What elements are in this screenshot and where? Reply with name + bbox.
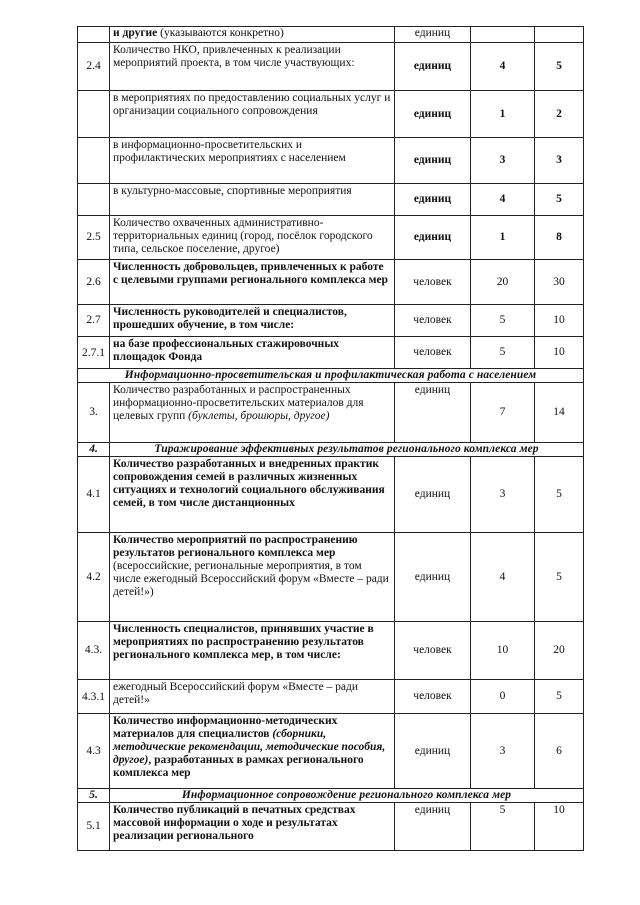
table-row	[78, 714, 584, 789]
table-row	[78, 622, 584, 680]
row-unit: человек	[395, 680, 471, 714]
row-unit: единиц	[395, 714, 471, 789]
row-value-1: 4	[471, 43, 535, 91]
row-value-1: 5	[471, 337, 535, 369]
description-bold: Количество мероприятий по распространению результатов регионального комплекса мер	[113, 534, 358, 559]
row-value-2	[535, 27, 584, 43]
row-value-1: 5	[471, 305, 535, 337]
row-value-2: 5	[535, 184, 584, 216]
row-unit: человек	[395, 622, 471, 680]
row-description: в культурно-массовые, спортивные мероприятия	[110, 184, 395, 216]
table-row	[78, 803, 584, 851]
row-value-2: 20	[535, 622, 584, 680]
section-number: 4.	[78, 443, 110, 457]
row-value-2: 3	[535, 138, 584, 184]
table-row	[78, 43, 584, 91]
description-bold: Количество информационно-методических материалов для специалистов	[113, 715, 338, 740]
table-row	[78, 27, 584, 43]
table-row	[78, 260, 584, 305]
row-number: 5.1	[78, 803, 110, 851]
row-value-1: 3	[471, 714, 535, 789]
row-unit: единиц	[395, 216, 471, 260]
description-text: (указываются конкретно)	[157, 27, 284, 39]
row-description: Численность добровольцев, привлеченных к работе с целевыми группами регионального комплекса мер	[110, 260, 395, 305]
row-number: 2.7.1	[78, 337, 110, 369]
row-unit: единиц	[395, 91, 471, 138]
row-unit: единиц	[395, 383, 471, 443]
row-number	[78, 91, 110, 138]
table-row	[78, 383, 584, 443]
row-description: на базе профессиональных стажировочных площадок Фонда	[110, 337, 395, 369]
row-description	[110, 533, 395, 622]
row-description: в мероприятиях по предоставлению социальных услуг и организации социального сопровождения	[110, 91, 395, 138]
row-value-1: 20	[471, 260, 535, 305]
table-row	[78, 457, 584, 533]
section-title: Тиражирование эффективных результатов регионального комплекса мер	[110, 443, 584, 457]
row-description	[110, 714, 395, 789]
row-number: 2.5	[78, 216, 110, 260]
row-description: Количество публикаций в печатных средствах массовой информации о ходе и результатах реализации регионального	[110, 803, 395, 851]
section-title: Информационно-просветительская и профилактическая работа с населением	[78, 369, 584, 383]
row-unit: единиц	[395, 138, 471, 184]
row-unit: единиц	[395, 27, 471, 43]
table-row	[78, 533, 584, 622]
row-number: 4.1	[78, 457, 110, 533]
row-value-2: 10	[535, 305, 584, 337]
row-value-2: 5	[535, 457, 584, 533]
section-title: Информационное сопровождение регионального комплекса мер	[110, 789, 584, 803]
row-value-1: 7	[471, 383, 535, 443]
row-value-1: 4	[471, 533, 535, 622]
row-unit: человек	[395, 305, 471, 337]
row-value-2: 10	[535, 337, 584, 369]
row-number	[78, 184, 110, 216]
row-value-1: 10	[471, 622, 535, 680]
row-number: 2.6	[78, 260, 110, 305]
row-unit: человек	[395, 260, 471, 305]
row-description	[110, 27, 395, 43]
section-number: 5.	[78, 789, 110, 803]
row-number	[78, 138, 110, 184]
section-header-row	[78, 443, 584, 457]
table-row	[78, 305, 584, 337]
row-value-1: 3	[471, 457, 535, 533]
row-description: Количество НКО, привлеченных к реализации мероприятий проекта, в том числе участвующих:	[110, 43, 395, 91]
row-value-2: 5	[535, 533, 584, 622]
row-number: 2.4	[78, 43, 110, 91]
row-description	[110, 383, 395, 443]
table-row	[78, 138, 584, 184]
row-value-1: 1	[471, 91, 535, 138]
row-value-2: 10	[535, 803, 584, 851]
row-value-2: 14	[535, 383, 584, 443]
section-header-row	[78, 789, 584, 803]
row-value-1	[471, 27, 535, 43]
row-number: 4.2	[78, 533, 110, 622]
row-value-1: 1	[471, 216, 535, 260]
row-unit: единиц	[395, 43, 471, 91]
description-text: (всероссийские, региональные мероприятия, в том числе ежегодный Всероссийский форум «Вместе – ради детей!»)	[113, 560, 389, 598]
row-description: Количество разработанных и внедренных практик сопровождения семей в различных жизненных ситуациях и технологий социального обслуживания семей, в том числе дистанционных	[110, 457, 395, 533]
row-number	[78, 27, 110, 43]
section-header-row	[78, 369, 584, 383]
row-number: 2.7	[78, 305, 110, 337]
row-value-2: 8	[535, 216, 584, 260]
row-number: 4.3.	[78, 622, 110, 680]
table-row	[78, 680, 584, 714]
row-value-1: 0	[471, 680, 535, 714]
indicators-table	[77, 26, 584, 851]
table-row	[78, 216, 584, 260]
row-description: Численность руководителей и специалистов, прошедших обучение, в том числе:	[110, 305, 395, 337]
description-italic: (буклеты, брошюры, другое)	[188, 410, 330, 422]
description-bold: и другие	[113, 27, 158, 39]
row-description: в информационно-просветительских и профилактических мероприятиях с населением	[110, 138, 395, 184]
row-number: 3.	[78, 383, 110, 443]
description-bold-italic: (сборники, методические рекомендации, методические пособия, другое)	[113, 728, 386, 766]
table-row	[78, 337, 584, 369]
row-value-1: 4	[471, 184, 535, 216]
row-value-2: 5	[535, 680, 584, 714]
description-text: Количество разработанных и распространенных информационно-просветительских материалов для целевых групп	[113, 384, 364, 422]
row-value-2: 5	[535, 43, 584, 91]
row-unit: человек	[395, 337, 471, 369]
row-unit: единиц	[395, 457, 471, 533]
row-number: 4.3	[78, 714, 110, 789]
row-value-2: 6	[535, 714, 584, 789]
table-row	[78, 184, 584, 216]
row-value-2: 2	[535, 91, 584, 138]
row-description: ежегодный Всероссийский форум «Вместе – ради детей!»	[110, 680, 395, 714]
row-unit: единиц	[395, 533, 471, 622]
row-unit: единиц	[395, 803, 471, 851]
table-row	[78, 91, 584, 138]
row-value-1: 3	[471, 138, 535, 184]
row-description: Численность специалистов, принявших участие в мероприятиях по распространению результатов регионального комплекса мер, в том числе:	[110, 622, 395, 680]
row-description: Количество охваченных административно-территориальных единиц (город, посёлок городского типа, сельское поселение, другое)	[110, 216, 395, 260]
description-bold-end: , разработанных в рамках регионального комплекса мер	[113, 754, 364, 779]
row-value-1: 5	[471, 803, 535, 851]
row-number: 4.3.1	[78, 680, 110, 714]
row-value-2: 30	[535, 260, 584, 305]
row-unit: единиц	[395, 184, 471, 216]
